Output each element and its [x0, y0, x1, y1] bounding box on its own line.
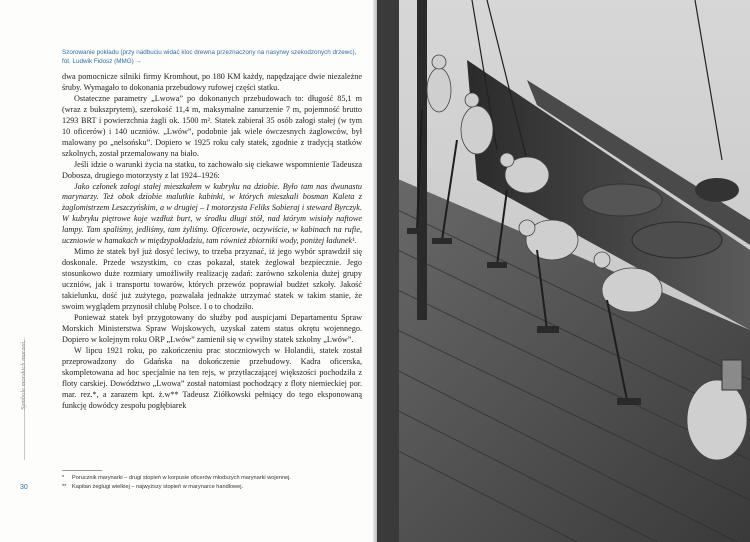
paragraph: Ponieważ statek był przygotowany do służby pod auspicjami Departamentu Spraw Morskich Ministerstwa Spraw Wojskowych, uzyskał zatem status okrętu wojennego. Dopiero w kolejnym roku ORP „Lwów” zamienił się w cywilny statek szkolny „Lwów”.: [62, 312, 362, 344]
paragraph: W lipcu 1921 roku, po zakończeniu prac stoczniowych w Holandii, statek został przeprowadzony do Gdańska na dokończenie przebudowy. Kadra oficerska, skompletowana ad hoc specjalnie na ten rejs, w przytłaczającej większości pochodziła z floty carskiej. Dowództwo „Lwowa” został natomiast pochodzący z floty niemieckiej por. mar. rez.*, a zarazem kpt. ż.w** Tadeusz Ziółkowski pełniący do tego eksponowaną funkcję dowódcy zespołu pogłębiarek: [62, 345, 362, 410]
paragraph: Ostateczne parametry „Lwowa” po dokonanych przebudowach to: długość 85,1 m (wraz z bukszprytem), szerokość 11,4 m, maksymalne zanurzenie 7 m, pojemność brutto 1293 BRT i powierzchnia żagli ok. 1500 m². Statek zabierał 35 osób załogi stałej (w tym 10 oficerów) i 140 uczniów. „Lwów”, podobnie jak wiele ówczesnych żaglowców, był malowany po „nelsońsku”. Dopiero w 1925 roku cały statek, zgodnie z tradycją statków szkolnych, został przemalowany na biało.: [62, 93, 362, 158]
footnote-text: Kapitan żeglugi wielkiej – najwyższy stopień w marynarce handlowej.: [72, 484, 244, 490]
paragraph: dwa pomocnicze silniki firmy Kromhout, po 180 KM każdy, napędzające dwie niezależne śruby. Wymagało to dokonania przebudowy rufowej części statku.: [62, 72, 362, 92]
footnote: [62, 474, 362, 483]
footnote-mark: **: [62, 484, 67, 490]
quote-paragraph: Jako członek załogi stałej mieszkałem w kubryku na dziobie. Było tam nas dwunastu marynarzy. Też obok dziobie malutkie kabinki, w których mieszkali bosman Kaleta z żaglomistrzem Leszczyńskim, a w drugiej – I motorzysta Feliks Sobieraj i steward Byrczyk. W kubryku piętrowe koje wzdłuż burt, w środku długi stół, nad którym wisiały naftowe lampy. Tam spaliśmy, jedliśmy, tam żyliśmy. Oficerowie, oczywiście, w kabinach na rufie, uczniowie w hamakach w międzypokładziu, tam również zbiorniki wody, poniżej ładunek¹.: [62, 181, 362, 246]
photo-caption: Szorowanie pokładu (przy nadbuciu widać kloc drewna przeznaczony na nasyrwy szekodzonych drzewc), fot. Ludwik Fidosz (MMG) →: [62, 49, 357, 65]
footnote-mark: *: [62, 475, 65, 481]
page-number: 30: [20, 484, 28, 491]
footnote-text: Porucznik marynarki – drugi stopień w korpusie oficerów młodszych marynarki wojennej.: [72, 475, 291, 481]
deck-photo: [377, 0, 750, 542]
footnotes: [62, 474, 362, 492]
paragraph: Mimo że statek był już dosyć leciwy, to trzeba przyznać, iż jego wybór sprawdził się doskonale. Przede wszystkim, co czas pokazał, statek żeglował bezpiecznie. Jego stosunkowo duże rozmiary umożliwiły realizację zadań: zarówno szkolenia dużej grupy uczniów, jak i transportu towarów, których przewóz poprawiał budżet szkoły. Jakość takielunku, dość już zużytego, pozwalała jednakże utrzymać statek w takim stanie, że swoim wyglądem przynosił chlubę Polsce. I o to chodziło.: [62, 247, 362, 312]
footnote: [62, 483, 362, 492]
paragraph: Jeśli idzie o warunki życia na statku, to zachowało się ciekawe wspomnienie Tadeusza Dobosza, drugiego motorzysty z lat 1924–1926:: [62, 159, 362, 180]
deck-scrubbing-photo-image: [377, 0, 750, 542]
body-text: [62, 72, 362, 412]
running-head: Symbole morskich marzeń...: [20, 336, 27, 410]
footnote-divider: [62, 470, 102, 471]
